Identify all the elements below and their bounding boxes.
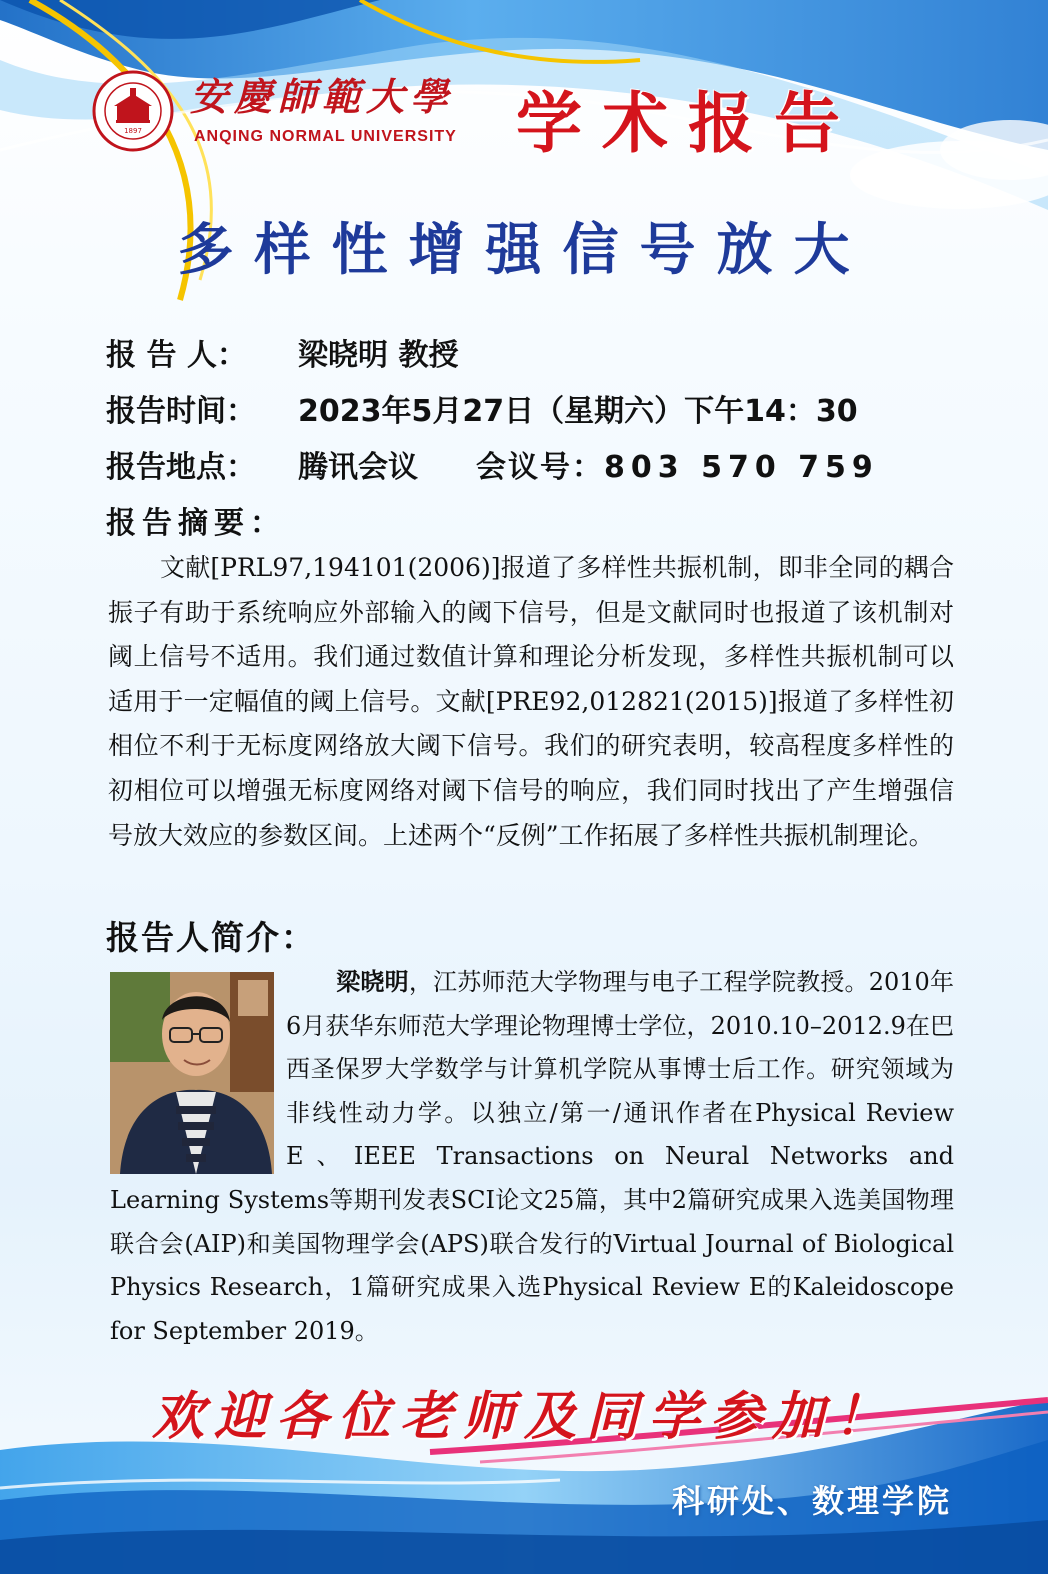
lecture-title: 多样性增强信号放大 [177, 218, 871, 283]
time-label: 报告时间： [106, 394, 256, 429]
bio-heading: 报告人简介： [106, 918, 316, 957]
meeting-label: 会议号： [476, 450, 604, 485]
seal-year: 1897 [124, 127, 142, 135]
time-row [106, 386, 858, 430]
welcome-message: 欢迎各位老师及同学参加！ [151, 1386, 896, 1447]
speaker-row [106, 330, 458, 374]
speaker-photo [110, 972, 274, 1174]
organizer-text: 科研处、数理学院 [671, 1482, 952, 1520]
place-row [106, 442, 879, 486]
bio-name: 梁晓明 [336, 967, 409, 996]
abstract-heading: 报告摘要： [106, 506, 286, 541]
university-name-cn: 安慶師範大學 [190, 74, 455, 119]
bio-text: ，江苏师范大学物理与电子工程学院教授。2010年6月获华东师范大学理论物理博士学位，2010.10–2012.9在巴西圣保罗大学数学与计算机学院从事博士后工作。研究领域为非线性动力学。以独立/第一/通讯作者在Physical Review E、IEEE Transactions on Neural Networks and Learning Systems等期刊发表SCI论文25篇，其中2篇研究成果入选美国物理联合会(AIP)和美国物理学会(APS)联合发行的Virtual Journal of Biological Physics Research，1篇研究成果入选Physical Review E的Kaleidoscope for September 2019。 [110, 968, 955, 1345]
time-value: 2023年5月27日（星期六）下午14：30 [298, 394, 858, 429]
place-value: 腾讯会议 [298, 450, 418, 485]
speaker-value: 梁晓明 教授 [298, 338, 459, 373]
report-type-heading: 学术报告 [516, 85, 860, 162]
university-name-en: ANQING NORMAL UNIVERSITY [194, 128, 457, 145]
university-seal-logo [92, 70, 174, 152]
speaker-label: 报 告 人： [106, 338, 247, 373]
place-label: 报告地点： [106, 450, 256, 485]
meeting-number: 803 570 759 [604, 450, 879, 485]
abstract-text: 文献[PRL97,194101(2006)]报道了多样性共振机制，即非全同的耦合振子有助于系统响应外部输入的阈下信号，但是文献同时也报道了该机制对阈上信号不适用。我们通过数值计算和理论分析发现，多样性共振机制可以适用于一定幅值的阈上信号。文献[PRE92,012821(2015)]报道了多样性初相位不利于无标度网络放大阈下信号。我们的研究表明，较高程度多样性的初相位可以增强无标度网络对阈下信号的响应，我们同时找出了产生增强信号放大效应的参数区间。上述两个“反例”工作拓展了多样性共振机制理论。 [108, 553, 954, 850]
